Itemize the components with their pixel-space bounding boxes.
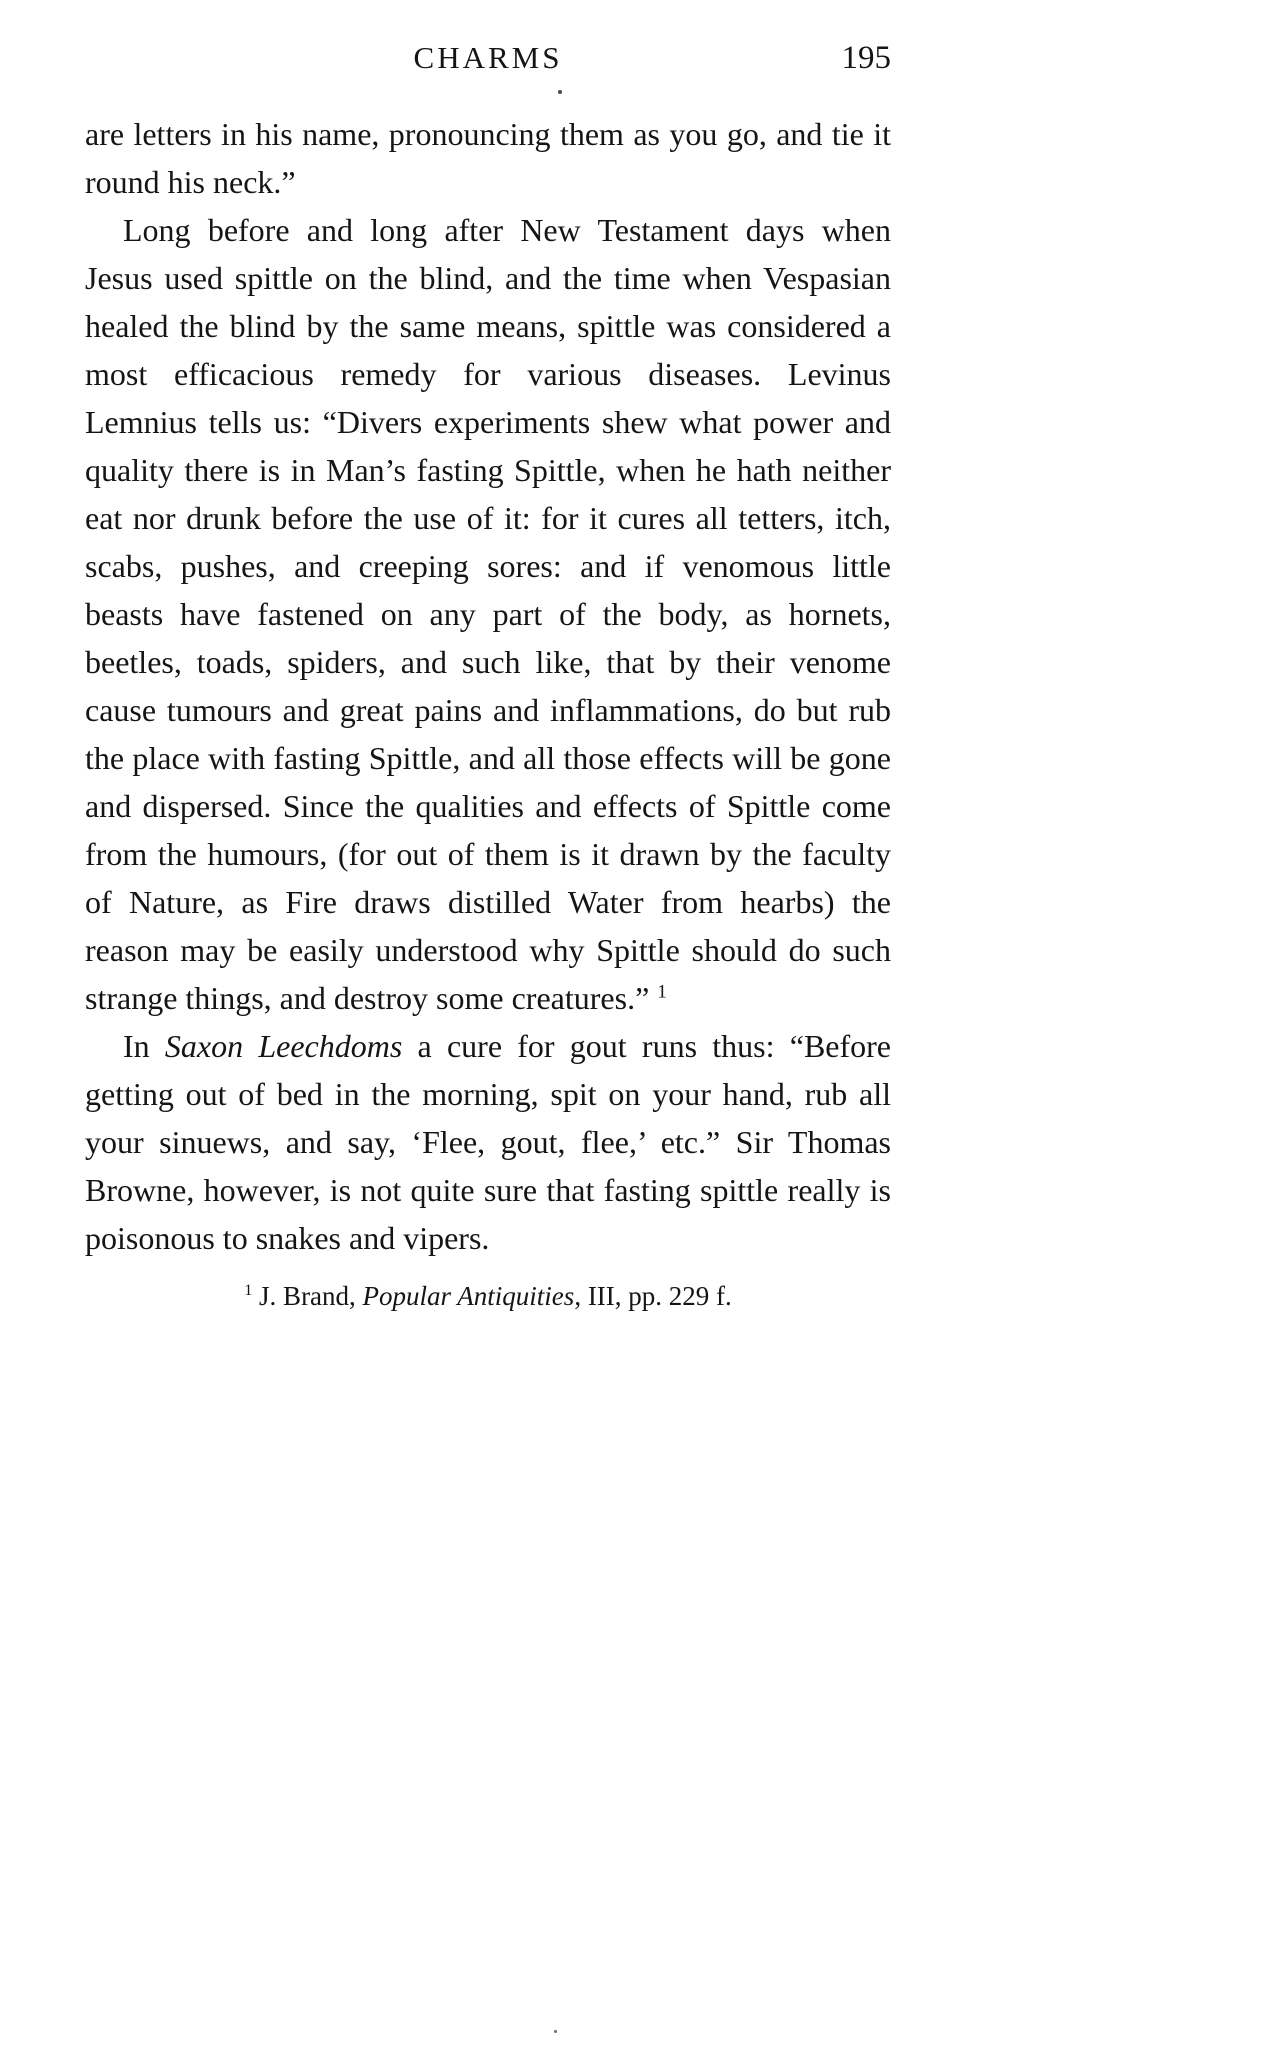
paragraph-spittle bbox=[85, 206, 891, 1022]
paragraph-text: In bbox=[123, 1028, 165, 1064]
book-title-italic: Saxon Leechdoms bbox=[164, 1028, 403, 1064]
running-title: CHARMS bbox=[413, 40, 563, 75]
footnote bbox=[85, 1278, 891, 1314]
text-block bbox=[85, 36, 891, 1314]
page-header bbox=[85, 36, 891, 80]
page-body bbox=[85, 110, 891, 1262]
paragraph-continuation bbox=[85, 110, 891, 206]
footnote-title-italic: Popular Antiquities bbox=[362, 1281, 575, 1311]
footnote-marker: 1 bbox=[244, 1281, 253, 1299]
footnote-text: J. Brand, bbox=[252, 1281, 363, 1311]
paragraph-text: are letters in his name, pronouncing them as you go, and tie it round his neck.” bbox=[85, 116, 891, 200]
paragraph-saxon-leechdoms bbox=[85, 1022, 891, 1262]
scan-artifact-dot bbox=[558, 90, 562, 94]
footnote-reference: 1 bbox=[657, 981, 667, 1003]
paragraph-text: a cure for gout runs thus: “Before getting out of bed in the morning, spit on your hand, rub all your sinuews, and say, ‘Flee, gout, flee,’ etc.” Sir Thomas Browne, however, is not quite sure that fasting spittle really is poisonous to snakes and vipers. bbox=[85, 1028, 892, 1256]
footnote-text: , III, pp. 229 f. bbox=[574, 1281, 732, 1311]
page-number: 195 bbox=[841, 40, 891, 76]
paragraph-text: Long before and long after New Testament days when Jesus used spittle on the blind, and the time when Vespasian healed the blind by the same means, spittle was considered a most efficacious remedy for various diseases. Levinus Lemnius tells us: “Divers experiments shew what power and quality there is in Man’s fasting Spittle, when he hath neither eat nor drunk before the use of it: for it cures all tetters, itch, scabs, pushes, and creeping sores: and if venomous little beasts have fastened on any part of the body, as hornets, beetles, toads, spiders, and such like, that by their venome cause tumours and great pains and inflammations, do but rub the place with fasting Spittle, and all those effects will be gone and dispersed. Since the qualities and effects of Spittle come from the humours, (for out of them is it drawn by the faculty of Nature, as Fire draws distilled Water from hearbs) the reason may be easily understood why Spittle should do such strange things, and destroy some creatures.” bbox=[85, 212, 891, 1016]
scan-artifact-dot bbox=[554, 2030, 557, 2033]
